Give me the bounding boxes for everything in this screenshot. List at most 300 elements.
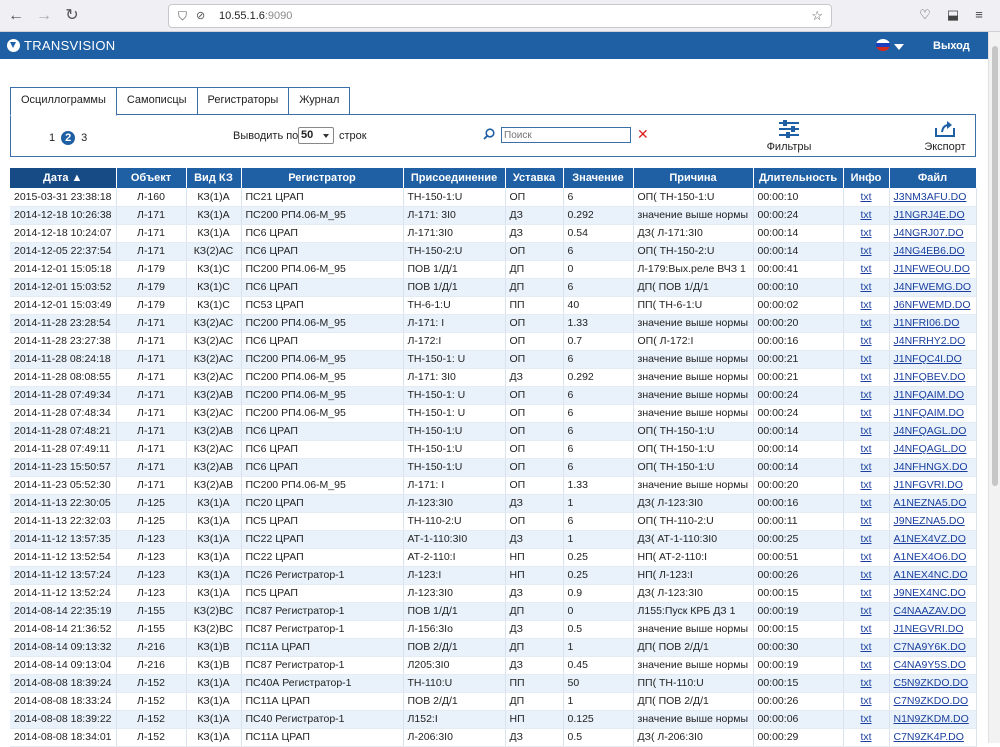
cell-file (889, 206, 976, 224)
extensions-icon[interactable]: ⬓ (946, 7, 960, 22)
cell-info (843, 710, 889, 728)
info-link[interactable]: txt (860, 677, 872, 689)
table-row[interactable] (10, 602, 976, 620)
cell-registrator: ПС11А ЦРАП (241, 692, 403, 710)
cell-setting: ДЗ (505, 494, 563, 512)
cell-info (843, 224, 889, 242)
info-link[interactable]: txt (860, 407, 872, 419)
cell-file (889, 458, 976, 476)
cell-date: 2014-08-08 18:34:01 (10, 728, 116, 746)
table-row[interactable] (10, 710, 976, 728)
table-row[interactable] (10, 494, 976, 512)
cell-connection: ТН-150-1:U (403, 188, 505, 206)
cell-connection: ТН-150-2:U (403, 242, 505, 260)
cell-duration: 00:00:14 (753, 440, 843, 458)
file-link[interactable]: J4NG4EB6.DO (893, 245, 965, 257)
column-header-file[interactable]: Файл (889, 168, 976, 188)
info-link[interactable]: txt (860, 713, 872, 725)
file-link[interactable]: C4NA9Y5S.DO (893, 659, 966, 671)
cell-fault-type: КЗ(2)АС (186, 242, 241, 260)
cell-object: Л-123 (116, 548, 186, 566)
file-link[interactable]: A1NEZNA5.DO (893, 497, 967, 509)
file-link[interactable]: J4NFRHY2.DO (893, 335, 966, 347)
cell-setting: ОП (505, 350, 563, 368)
cell-duration: 00:00:20 (753, 476, 843, 494)
cell-file (889, 656, 976, 674)
cell-duration: 00:00:10 (753, 188, 843, 206)
file-link[interactable]: J1NFWEOU.DO (893, 263, 970, 275)
cell-reason: значение выше нормы (633, 404, 753, 422)
column-header-date[interactable]: Дата ▲ (10, 168, 116, 188)
address-bar[interactable] (168, 4, 832, 28)
search-icon[interactable] (483, 128, 495, 140)
cell-value: 40 (563, 296, 633, 314)
file-link[interactable]: C4NAAZAV.DO (893, 605, 966, 617)
cell-info (843, 638, 889, 656)
cell-value: 1 (563, 494, 633, 512)
cell-registrator: ПС200 РП4.06-М_95 (241, 350, 403, 368)
cell-date: 2015-03-31 23:38:18 (10, 188, 116, 206)
info-link[interactable]: txt (860, 623, 872, 635)
cell-fault-type: КЗ(2)ВС (186, 602, 241, 620)
table-row[interactable] (10, 224, 976, 242)
cell-connection: Л-171: I (403, 314, 505, 332)
cell-registrator: ПС11А ЦРАП (241, 728, 403, 746)
cell-date: 2014-08-08 18:39:24 (10, 674, 116, 692)
cell-registrator: ПС21 ЦРАП (241, 188, 403, 206)
table-row[interactable] (10, 368, 976, 386)
cell-value: 0.9 (563, 584, 633, 602)
file-link[interactable]: J1NFQBEV.DO (893, 371, 966, 383)
cell-reason: значение выше нормы (633, 206, 753, 224)
cell-date: 2014-08-14 21:36:52 (10, 620, 116, 638)
menu-icon[interactable]: ≡ (975, 7, 983, 22)
logout-link[interactable]: Выход (933, 40, 970, 52)
cell-info (843, 422, 889, 440)
info-link[interactable]: txt (860, 425, 872, 437)
cell-value: 1 (563, 638, 633, 656)
cell-registrator: ПС22 ЦРАП (241, 530, 403, 548)
cell-info (843, 242, 889, 260)
page-current[interactable]: 2 (61, 131, 75, 145)
cell-duration: 00:00:15 (753, 674, 843, 692)
cell-date: 2014-12-05 22:37:54 (10, 242, 116, 260)
file-link[interactable]: J4NFHNGX.DO (893, 461, 968, 473)
page-link[interactable]: 3 (81, 132, 88, 144)
cell-value: 0.292 (563, 368, 633, 386)
cell-date: 2014-11-12 13:52:54 (10, 548, 116, 566)
cell-duration: 00:00:21 (753, 368, 843, 386)
info-link[interactable]: txt (860, 731, 872, 743)
file-link[interactable]: J9NEZNA5.DO (893, 515, 965, 527)
cell-registrator: ПС87 Регистратор-1 (241, 602, 403, 620)
cell-setting: ДП (505, 278, 563, 296)
table-row[interactable] (10, 584, 976, 602)
cell-reason: Л-179:Вых.реле ВЧЗ 1 (633, 260, 753, 278)
table-row[interactable] (10, 548, 976, 566)
cell-setting: НП (505, 566, 563, 584)
info-link[interactable]: txt (860, 461, 872, 473)
cell-info (843, 278, 889, 296)
cell-object: Л-171 (116, 206, 186, 224)
cell-info (843, 620, 889, 638)
cell-file (889, 440, 976, 458)
cell-date: 2014-11-28 07:49:34 (10, 386, 116, 404)
table-row[interactable] (10, 638, 976, 656)
cell-value: 0.54 (563, 224, 633, 242)
cell-info (843, 458, 889, 476)
cell-file (889, 350, 976, 368)
cell-duration: 00:00:06 (753, 710, 843, 728)
cell-connection: ТН-150-1:U (403, 422, 505, 440)
cell-reason: ДЗ( Л-123:3I0 (633, 584, 753, 602)
table-row[interactable] (10, 188, 976, 206)
column-header-connection[interactable]: Присоединение (403, 168, 505, 188)
cell-value: 6 (563, 404, 633, 422)
cell-info (843, 728, 889, 746)
table-row[interactable] (10, 656, 976, 674)
cell-value: 0.25 (563, 548, 633, 566)
info-link[interactable]: txt (860, 335, 872, 347)
table-row[interactable] (10, 314, 976, 332)
info-link[interactable]: txt (860, 190, 872, 203)
file-link[interactable]: J9NEX4NC.DO (893, 587, 966, 599)
cell-setting: ДП (505, 602, 563, 620)
page-link[interactable]: 1 (49, 132, 56, 144)
cell-fault-type: КЗ(1)С (186, 260, 241, 278)
cell-object: Л-160 (116, 188, 186, 206)
file-link[interactable]: C7N9ZK4P.DO (893, 731, 964, 743)
cell-file (889, 674, 976, 692)
cell-value: 1 (563, 692, 633, 710)
cell-file (889, 566, 976, 584)
cell-reason: ДП( ПОВ 1/Д/1 (633, 278, 753, 296)
file-link[interactable]: J1NFQC4I.DO (893, 353, 962, 365)
chevron-down-icon[interactable] (894, 44, 904, 50)
pagination (49, 131, 87, 145)
file-link[interactable]: J4NFQAGL.DO (893, 425, 967, 437)
cell-date: 2014-12-18 10:26:38 (10, 206, 116, 224)
cell-connection: ТН-150-1: U (403, 404, 505, 422)
cell-reason: ОП( ТН-110-2:U (633, 512, 753, 530)
info-link[interactable]: txt (860, 659, 872, 671)
table-row[interactable] (10, 242, 976, 260)
table-row[interactable] (10, 620, 976, 638)
info-link[interactable]: txt (860, 443, 872, 455)
cell-file (889, 548, 976, 566)
table-header-row (10, 168, 976, 188)
table-row[interactable] (10, 260, 976, 278)
info-link[interactable]: txt (860, 587, 872, 599)
cell-registrator: ПС20 ЦРАП (241, 494, 403, 512)
cell-date: 2014-12-01 15:03:52 (10, 278, 116, 296)
bookmark-star-icon[interactable]: ☆ (811, 8, 823, 23)
info-link[interactable]: txt (860, 533, 872, 545)
table-row[interactable] (10, 674, 976, 692)
column-header-registrator[interactable]: Регистратор (241, 168, 403, 188)
cell-fault-type: КЗ(2)ВС (186, 620, 241, 638)
file-link[interactable]: A1NEX4NC.DO (893, 569, 968, 581)
cell-registrator: ПС200 РП4.06-М_95 (241, 314, 403, 332)
cell-file (889, 728, 976, 746)
file-link[interactable]: J3NM3AFU.DO (893, 190, 967, 203)
cell-duration: 00:00:21 (753, 350, 843, 368)
search-input[interactable] (501, 127, 631, 143)
cell-object: Л-171 (116, 458, 186, 476)
lock-icon: ⊘ (196, 10, 206, 22)
file-link[interactable]: J1NFQAIM.DO (893, 389, 965, 401)
table-row[interactable] (10, 440, 976, 458)
cell-duration: 00:00:24 (753, 386, 843, 404)
column-header-fault-type[interactable]: Вид КЗ (186, 168, 241, 188)
file-link[interactable]: J1NFGVRI.DO (893, 479, 963, 491)
cell-registrator: ПС6 ЦРАП (241, 458, 403, 476)
cell-duration: 00:00:15 (753, 620, 843, 638)
file-link[interactable]: J1NEGVRI.DO (893, 623, 964, 635)
info-link[interactable]: txt (860, 641, 872, 653)
cell-reason: ОП( ТН-150-1:U (633, 422, 753, 440)
filters-button[interactable] (763, 120, 815, 153)
rows-per-page-label: Выводить по (233, 130, 299, 142)
file-link[interactable]: J1NFQAIM.DO (893, 407, 965, 419)
column-header-duration[interactable]: Длительность (753, 168, 843, 188)
info-link[interactable]: txt (860, 299, 872, 311)
cell-setting: ДЗ (505, 728, 563, 746)
table-row[interactable] (10, 476, 976, 494)
file-link[interactable]: J1NGRJ4E.DO (893, 209, 965, 221)
cell-value: 6 (563, 386, 633, 404)
file-link[interactable]: A1NEX4O6.DO (893, 551, 967, 563)
cell-setting: ДП (505, 638, 563, 656)
cell-file (889, 476, 976, 494)
pocket-icon[interactable]: ♡ (919, 7, 931, 22)
cell-setting: ОП (505, 314, 563, 332)
table-body (10, 188, 976, 746)
file-link[interactable]: J4NGRJ07.DO (893, 227, 964, 239)
forward-icon[interactable]: → (36, 7, 52, 24)
cell-date: 2014-11-28 23:27:38 (10, 332, 116, 350)
cell-info (843, 332, 889, 350)
rows-per-page-select[interactable]: 50 (298, 127, 334, 144)
cell-date: 2014-08-14 09:13:04 (10, 656, 116, 674)
russian-flag-icon[interactable] (876, 39, 890, 51)
info-link[interactable]: txt (860, 353, 872, 365)
cell-date: 2014-08-14 09:13:32 (10, 638, 116, 656)
cell-object: Л-179 (116, 296, 186, 314)
url-text: 10.55.1.6:9090 (219, 10, 293, 22)
cell-connection: Л-206:3I0 (403, 728, 505, 746)
cell-fault-type: КЗ(1)С (186, 296, 241, 314)
cell-setting: ДЗ (505, 530, 563, 548)
cell-info (843, 386, 889, 404)
info-link[interactable]: txt (860, 389, 872, 401)
page-scrollbar[interactable] (988, 32, 1000, 743)
cell-object: Л-152 (116, 728, 186, 746)
cell-info (843, 368, 889, 386)
cell-fault-type: КЗ(2)АС (186, 440, 241, 458)
cell-setting: ПП (505, 674, 563, 692)
info-link[interactable]: txt (860, 245, 872, 257)
cell-file (889, 260, 976, 278)
cell-duration: 00:00:15 (753, 584, 843, 602)
cell-object: Л-152 (116, 692, 186, 710)
shield-icon: ⛉ (178, 9, 188, 23)
column-header-value[interactable]: Значение (563, 168, 633, 188)
cell-value: 0 (563, 602, 633, 620)
tab-journal[interactable]: Журнал (288, 87, 350, 115)
table-row[interactable] (10, 692, 976, 710)
cell-setting: ОП (505, 242, 563, 260)
file-link[interactable]: C7NA9Y6K.DO (893, 641, 966, 653)
cell-value: 0.5 (563, 728, 633, 746)
table-row[interactable] (10, 530, 976, 548)
info-link[interactable]: txt (860, 317, 872, 329)
scrollbar-thumb[interactable] (992, 46, 998, 486)
cell-date: 2014-11-12 13:57:35 (10, 530, 116, 548)
table-row[interactable] (10, 296, 976, 314)
cell-date: 2014-11-13 22:32:03 (10, 512, 116, 530)
cell-value: 0.292 (563, 206, 633, 224)
cell-reason: значение выше нормы (633, 476, 753, 494)
cell-fault-type: КЗ(1)А (186, 548, 241, 566)
cell-info (843, 440, 889, 458)
cell-connection: ПОВ 1/Д/1 (403, 278, 505, 296)
info-link[interactable]: txt (860, 569, 872, 581)
cell-info (843, 404, 889, 422)
cell-object: Л-152 (116, 710, 186, 728)
cell-info (843, 512, 889, 530)
cell-object: Л-171 (116, 386, 186, 404)
cell-value: 6 (563, 278, 633, 296)
cell-reason: НП( АТ-2-110:I (633, 548, 753, 566)
brand-name: TRANSVISION (24, 38, 116, 53)
cell-registrator: ПС6 ЦРАП (241, 224, 403, 242)
brand-logo[interactable] (7, 38, 115, 53)
file-link[interactable]: N1N9ZKDM.DO (893, 713, 969, 725)
info-link[interactable]: txt (860, 551, 872, 563)
file-link[interactable]: J1NFRI06.DO (893, 317, 960, 329)
file-link[interactable]: J4NFWEMG.DO (893, 281, 972, 293)
cell-file (889, 404, 976, 422)
cell-object: Л-216 (116, 638, 186, 656)
cell-reason: значение выше нормы (633, 314, 753, 332)
back-icon[interactable]: ← (8, 7, 24, 24)
cell-object: Л-171 (116, 404, 186, 422)
table-row[interactable] (10, 458, 976, 476)
info-link[interactable]: txt (860, 209, 872, 221)
tab-recorders[interactable]: Самописцы (116, 87, 198, 115)
cell-duration: 00:00:14 (753, 458, 843, 476)
file-link[interactable]: C5N9ZKDO.DO (893, 677, 969, 689)
column-header-reason[interactable]: Причина (633, 168, 753, 188)
cell-registrator: ПС11А ЦРАП (241, 638, 403, 656)
cell-registrator: ПС6 ЦРАП (241, 422, 403, 440)
cell-connection: Л-123:3I0 (403, 584, 505, 602)
info-link[interactable]: txt (860, 479, 872, 491)
cell-registrator: ПС53 ЦРАП (241, 296, 403, 314)
cell-fault-type: КЗ(1)А (186, 728, 241, 746)
app-header (0, 32, 988, 59)
table-row[interactable] (10, 566, 976, 584)
cell-registrator: ПС26 Регистратор-1 (241, 566, 403, 584)
tab-registrators[interactable]: Регистраторы (197, 87, 290, 115)
cell-duration: 00:00:24 (753, 404, 843, 422)
info-link[interactable]: txt (860, 605, 872, 617)
table-row[interactable] (10, 332, 976, 350)
cell-value: 0.45 (563, 656, 633, 674)
column-header-setting[interactable]: Уставка (505, 168, 563, 188)
table-row[interactable] (10, 422, 976, 440)
export-label: Экспорт (924, 141, 966, 153)
info-link[interactable]: txt (860, 515, 872, 527)
cell-reason: ДЗ( Л-123:3I0 (633, 494, 753, 512)
info-link[interactable]: txt (860, 281, 872, 293)
info-link[interactable]: txt (860, 371, 872, 383)
cell-reason: значение выше нормы (633, 350, 753, 368)
cell-fault-type: КЗ(1)А (186, 512, 241, 530)
export-button[interactable] (923, 120, 967, 153)
cell-fault-type: КЗ(1)А (186, 674, 241, 692)
tab-oscillograms[interactable]: Осциллограммы (10, 87, 117, 116)
info-link[interactable]: txt (860, 263, 872, 275)
cell-fault-type: КЗ(2)АВ (186, 458, 241, 476)
cell-connection: ТН-110:U (403, 674, 505, 692)
file-link[interactable]: A1NEX4VZ.DO (893, 533, 966, 545)
cell-fault-type: КЗ(1)А (186, 692, 241, 710)
column-header-object[interactable]: Объект (116, 168, 186, 188)
table-row[interactable] (10, 386, 976, 404)
cell-file (889, 494, 976, 512)
cell-duration: 00:00:24 (753, 206, 843, 224)
file-link[interactable]: J6NFWEMD.DO (893, 299, 971, 311)
cell-object: Л-171 (116, 242, 186, 260)
cell-connection: Л205:3I0 (403, 656, 505, 674)
table-row[interactable] (10, 512, 976, 530)
cell-file (889, 188, 976, 206)
table-row[interactable] (10, 728, 976, 746)
cell-value: 1.33 (563, 314, 633, 332)
cell-file (889, 278, 976, 296)
table-row[interactable] (10, 404, 976, 422)
cell-object: Л-125 (116, 494, 186, 512)
cell-reason: ДП( ПОВ 2/Д/1 (633, 638, 753, 656)
info-link[interactable]: txt (860, 695, 872, 707)
cell-file (889, 296, 976, 314)
file-link[interactable]: C7N9ZKDO.DO (893, 695, 969, 707)
info-link[interactable]: txt (860, 497, 872, 509)
cell-registrator: ПС87 Регистратор-1 (241, 620, 403, 638)
cell-object: Л-123 (116, 584, 186, 602)
cell-connection: Л-156:3Io (403, 620, 505, 638)
cell-fault-type: КЗ(2)АВ (186, 386, 241, 404)
cell-reason: ОП( ТН-150-1:U (633, 188, 753, 206)
table-row[interactable] (10, 350, 976, 368)
info-link[interactable]: txt (860, 227, 872, 239)
cell-file (889, 512, 976, 530)
reload-icon[interactable]: ↻ (65, 7, 79, 24)
file-link[interactable]: J4NFQAGL.DO (893, 443, 967, 455)
cell-value: 6 (563, 512, 633, 530)
table-row[interactable] (10, 278, 976, 296)
clear-search-icon[interactable]: ✕ (637, 126, 649, 142)
cell-date: 2014-11-28 07:49:11 (10, 440, 116, 458)
column-header-info[interactable]: Инфо (843, 168, 889, 188)
cell-info (843, 188, 889, 206)
cell-fault-type: КЗ(1)А (186, 566, 241, 584)
table-row[interactable] (10, 206, 976, 224)
cell-reason: ПП( ТН-6-1:U (633, 296, 753, 314)
cell-value: 6 (563, 242, 633, 260)
